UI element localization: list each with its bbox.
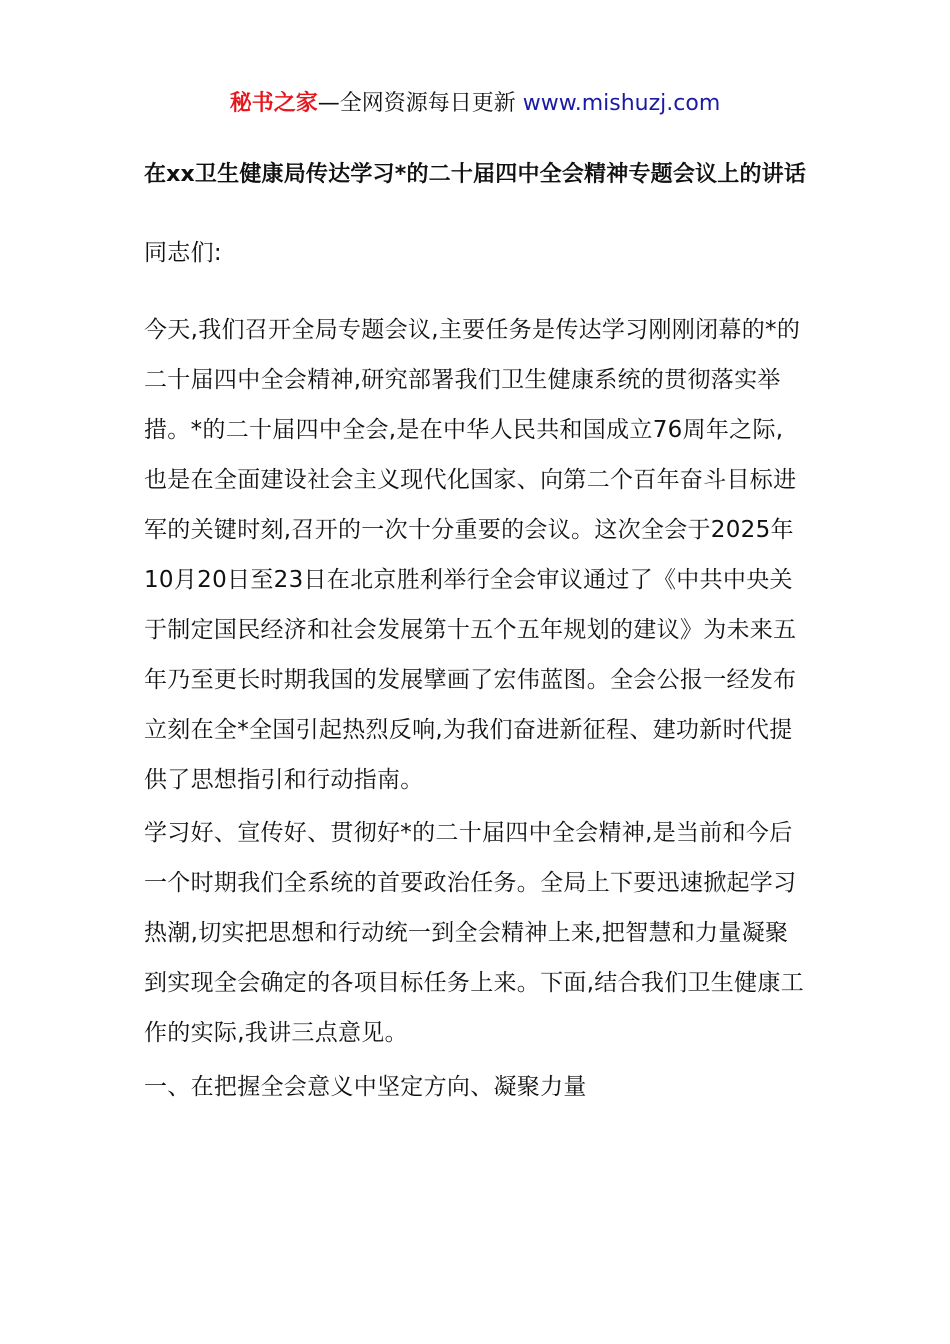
document-title: 在xx卫生健康局传达学习*的二十届四中全会精神专题会议上的讲话: [143, 162, 807, 187]
section-heading-one: 一、在把握全会意义中坚定方向、凝聚力量: [144, 1074, 587, 1100]
paragraph-task: 学习好、宣传好、贯彻好*的二十届四中全会精神,是当前和今后一个时期我们全系统的首要政治任务。全局上下要迅速掀起学习热潮,切实把思想和行动统一到全会精神上来,把智慧和力量凝聚到实现全会确定的各项目标任务上来。下面,结合我们卫生健康工作的实际,我讲三点意见。: [144, 820, 805, 1046]
site-url-link[interactable]: www.mishuzj.com: [522, 91, 721, 116]
salutation: 同志们:: [144, 240, 222, 266]
header-tagline: —全网资源每日更新: [317, 91, 516, 116]
paragraph-intro: 今天,我们召开全局专题会议,主要任务是传达学习刚刚闭幕的*的二十届四中全会精神,研究部署我们卫生健康系统的贯彻落实举措。*的二十届四中全会,是在中华人民共和国成立76周年之际,也是在全面建设社会主义现代化国家、向第二个百年奋斗目标进军的关键时刻,召开的一次十分重要的会议。这次全会于2025年10月20日至23日在北京胜利举行全会审议通过了《中共中央关于制定国民经济和社会发展第十五个五年规划的建议》为未来五年乃至更长时期我国的发展擘画了宏伟蓝图。全会公报一经发布立刻在全*全国引起热烈反响,为我们奋进新征程、建功新时代提供了思想指引和行动指南。: [144, 317, 801, 793]
site-header: [0, 88, 950, 120]
brand-name: 秘书之家: [229, 91, 318, 116]
